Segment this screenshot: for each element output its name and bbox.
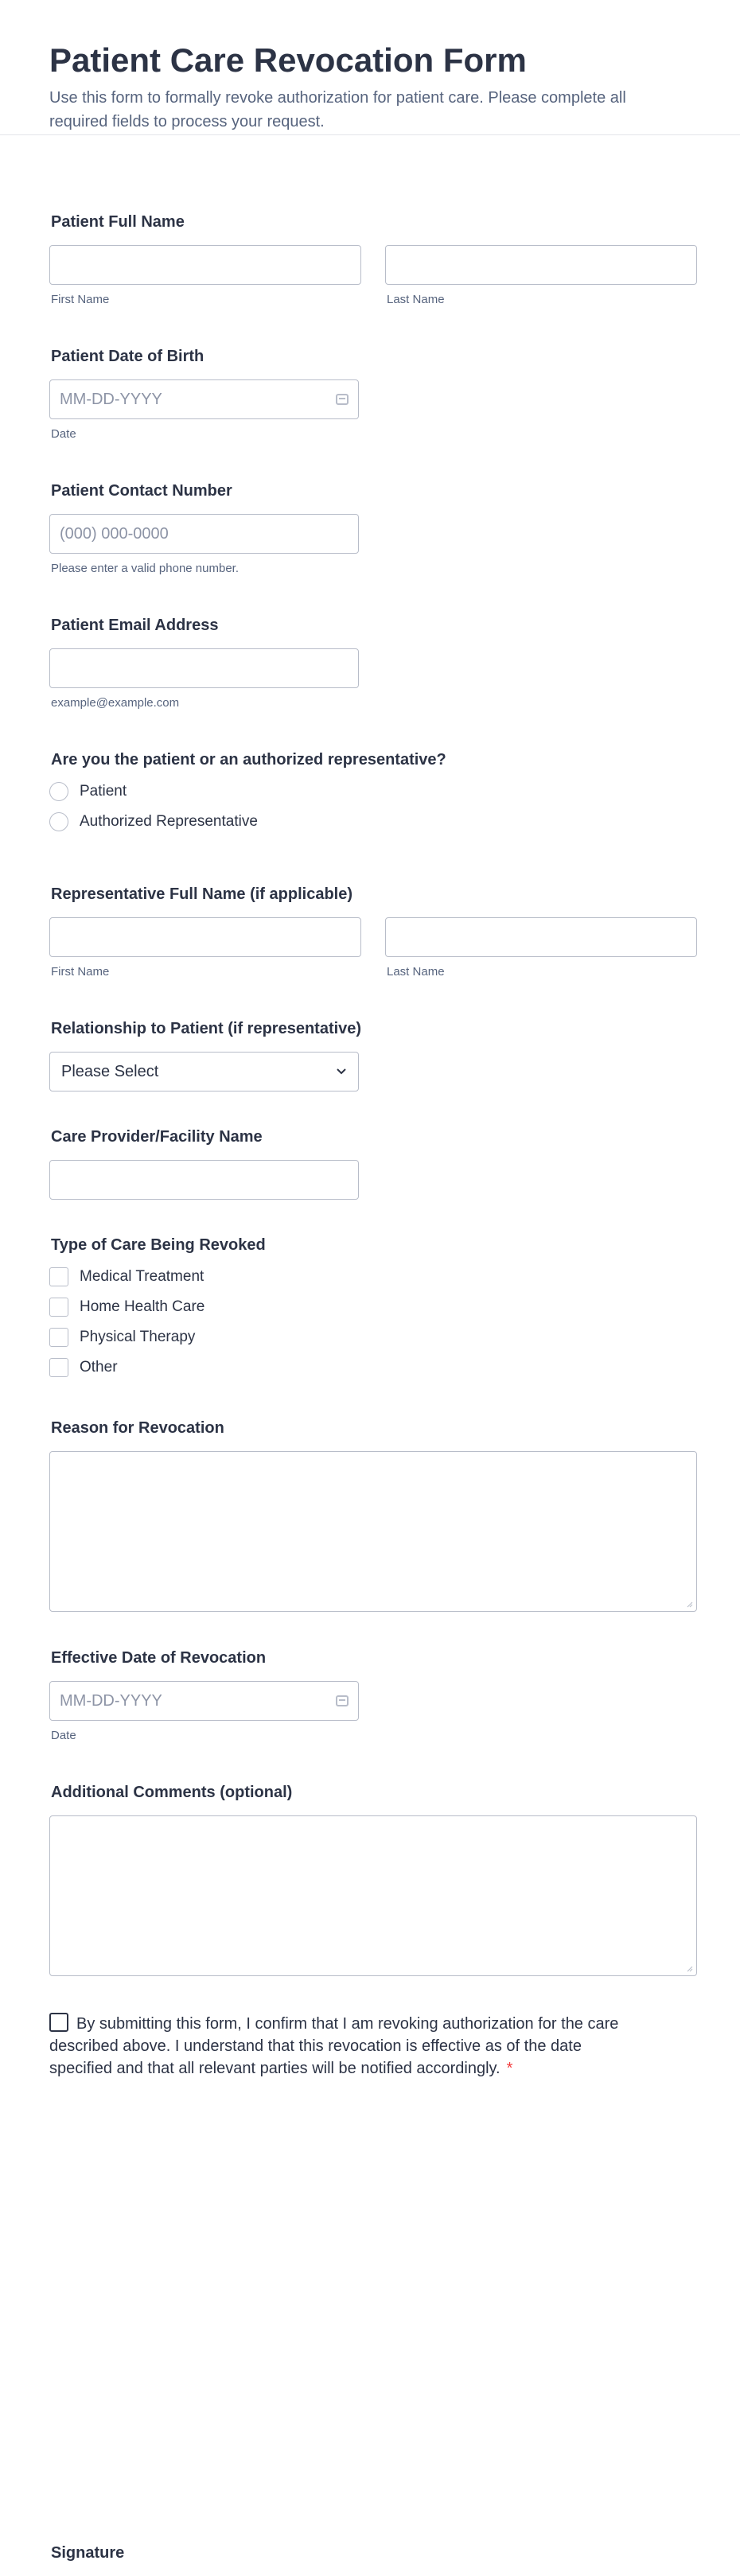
required-asterisk: * (506, 2060, 513, 2077)
calendar-icon[interactable] (336, 1695, 349, 1706)
patient-name-field (49, 212, 697, 307)
patient-dob-placeholder: MM-DD-YYYY (60, 390, 162, 408)
form-title: Patient Care Revocation Form (49, 41, 527, 79)
checkbox[interactable] (49, 1358, 68, 1377)
patient-dob-field (49, 346, 359, 442)
effective-date-label: Effective Date of Revocation (51, 1649, 267, 1667)
role-field (49, 749, 446, 837)
role-option-representative[interactable] (49, 807, 446, 837)
patient-name-label: Patient Full Name (51, 213, 185, 231)
role-option-patient[interactable] (49, 776, 446, 807)
effective-date-input[interactable] (49, 1681, 359, 1721)
patient-email-label: Patient Email Address (51, 617, 219, 634)
provider-label: Care Provider/Facility Name (51, 1128, 263, 1146)
care-type-label: Type of Care Being Revoked (51, 1236, 266, 1254)
rep-last-name-sublabel: Last Name (387, 965, 445, 979)
comments-label: Additional Comments (optional) (51, 1784, 293, 1801)
consent-field (49, 2013, 646, 2080)
comments-textarea[interactable] (49, 1815, 697, 1976)
consent-text: By submitting this form, I confirm that I am revoking authorization for the care described above. I understand that this revocation is effective as of the date specified and that all relevant parties will be notified accordingly. (49, 2015, 619, 2077)
resize-handle-icon[interactable] (685, 1600, 693, 1608)
checkbox[interactable] (49, 1328, 68, 1347)
relationship-select[interactable] (49, 1052, 359, 1091)
effective-date-field (49, 1648, 359, 1743)
patient-first-name-sublabel: First Name (51, 293, 110, 306)
option-label: Home Health Care (80, 1298, 205, 1315)
provider-input[interactable] (49, 1160, 359, 1200)
patient-first-name-input[interactable] (49, 245, 361, 285)
radio-button[interactable] (49, 812, 68, 831)
care-type-option-other[interactable] (49, 1352, 266, 1383)
patient-phone-label: Patient Contact Number (51, 482, 232, 500)
signature-label: Signature (51, 2544, 125, 2562)
reason-textarea[interactable] (49, 1451, 697, 1612)
care-type-option-physical-therapy[interactable] (49, 1322, 266, 1352)
patient-phone-input[interactable] (49, 514, 359, 554)
relationship-selected-value: Please Select (61, 1062, 159, 1080)
relationship-field (49, 1018, 361, 1091)
reason-field (49, 1418, 697, 1612)
rep-name-field (49, 884, 697, 979)
option-label: Physical Therapy (80, 1329, 196, 1345)
option-label: Other (80, 1359, 118, 1376)
reason-label: Reason for Revocation (51, 1419, 224, 1437)
patient-phone-field (49, 481, 359, 576)
rep-name-label: Representative Full Name (if applicable) (51, 885, 352, 903)
comments-field (49, 1782, 697, 1976)
option-label: Patient (80, 783, 127, 800)
option-label: Authorized Representative (80, 813, 258, 830)
care-type-option-home-health-care[interactable] (49, 1292, 266, 1322)
signature-field (49, 2543, 124, 2576)
resize-handle-icon[interactable] (685, 1964, 693, 1972)
rep-first-name-sublabel: First Name (51, 965, 110, 979)
option-label: Medical Treatment (80, 1268, 204, 1285)
checkbox[interactable] (49, 1298, 68, 1317)
checkbox[interactable] (49, 1267, 68, 1286)
patient-phone-placeholder: (000) 000-0000 (60, 524, 169, 543)
care-type-option-medical-treatment[interactable] (49, 1262, 266, 1292)
patient-email-input[interactable] (49, 648, 359, 688)
patient-email-field (49, 615, 359, 710)
relationship-label: Relationship to Patient (if representative) (51, 1020, 362, 1037)
effective-date-placeholder: MM-DD-YYYY (60, 1691, 162, 1710)
rep-first-name-input[interactable] (49, 917, 361, 957)
role-label: Are you the patient or an authorized representative? (51, 751, 446, 769)
patient-dob-label: Patient Date of Birth (51, 348, 204, 365)
patient-last-name-sublabel: Last Name (387, 293, 445, 306)
patient-phone-sublabel: Please enter a valid phone number. (51, 562, 239, 575)
patient-last-name-input[interactable] (385, 245, 697, 285)
rep-last-name-input[interactable] (385, 917, 697, 957)
patient-email-sublabel: example@example.com (51, 696, 180, 710)
form-subtitle: Use this form to formally revoke authorization for patient care. Please complete all required fields to process your request. (49, 89, 626, 130)
patient-dob-sublabel: Date (51, 427, 76, 441)
effective-date-sublabel: Date (51, 1729, 76, 1742)
patient-dob-input[interactable] (49, 379, 359, 419)
form-header (0, 0, 740, 135)
provider-field (49, 1127, 359, 1200)
chevron-down-icon (336, 1068, 347, 1076)
consent-checkbox[interactable] (49, 2013, 68, 2032)
calendar-icon[interactable] (336, 394, 349, 405)
care-type-field (49, 1235, 266, 1383)
radio-button[interactable] (49, 782, 68, 801)
